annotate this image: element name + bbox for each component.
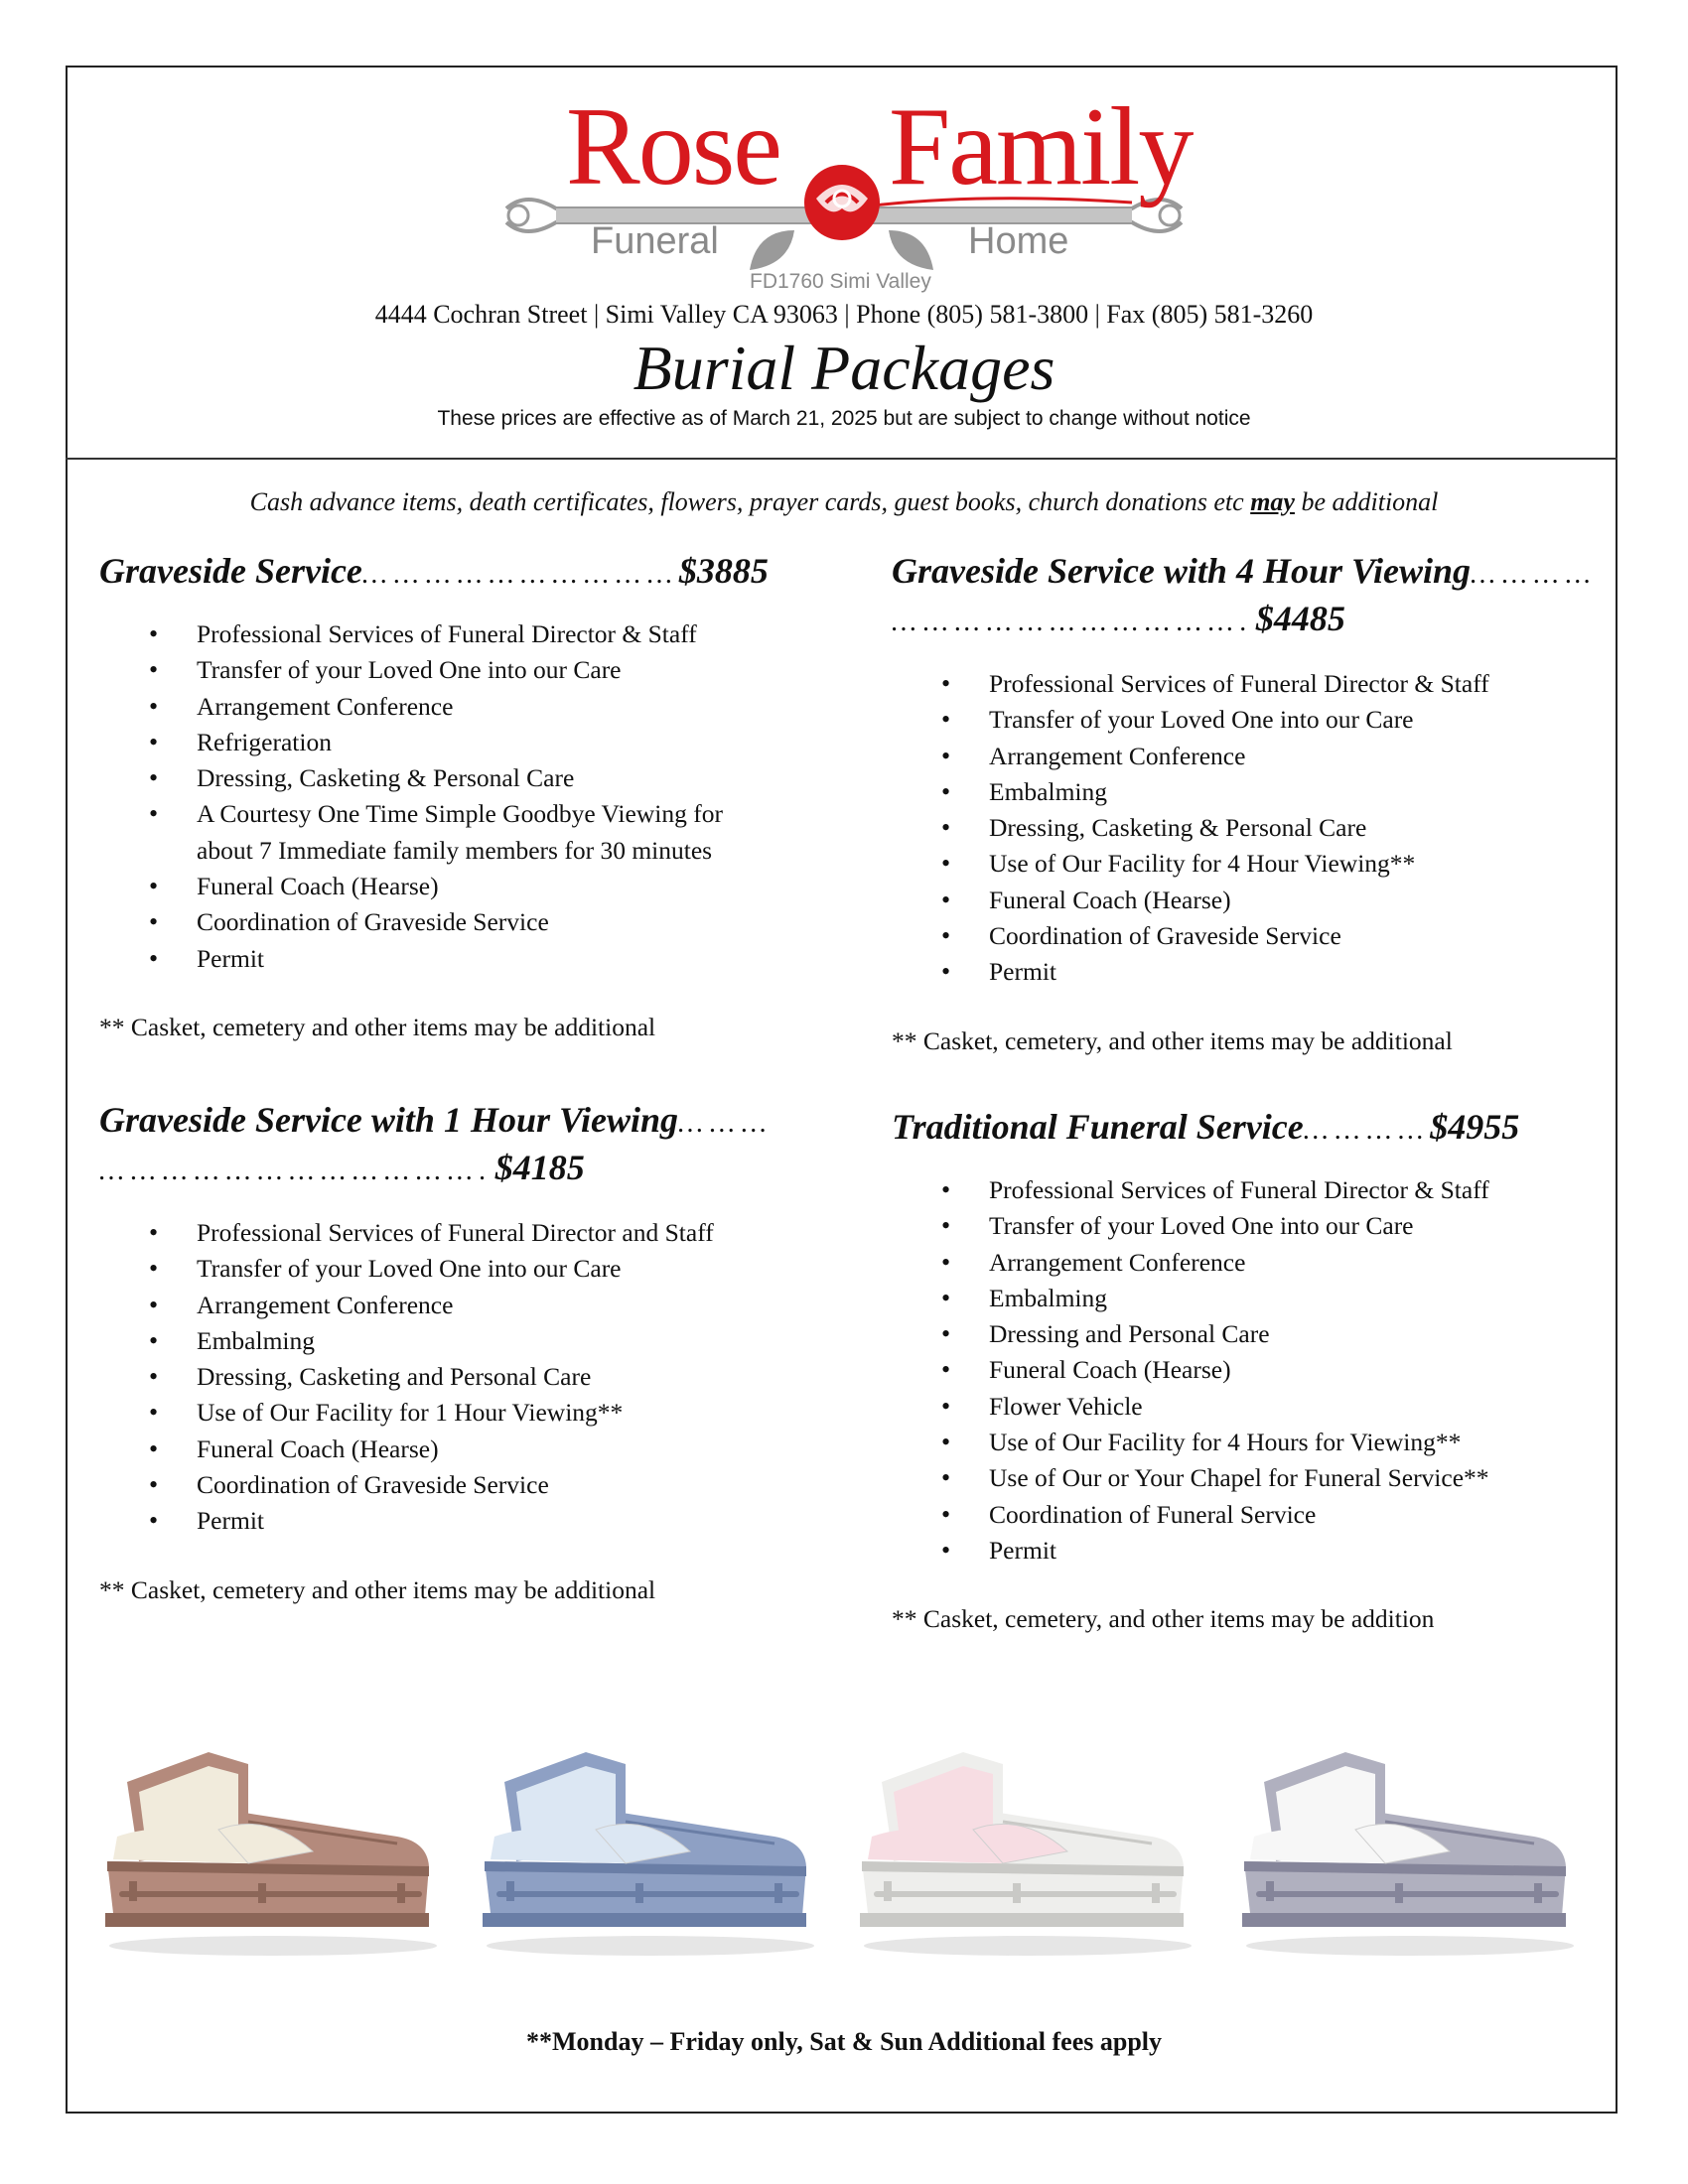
package-name: Traditional Funeral Service (892, 1107, 1304, 1147)
logo-name-left: Rose (566, 85, 780, 208)
list-item: • Refrigeration (197, 725, 794, 760)
casket-gallery (99, 1742, 1599, 1961)
list-item: • Use of Our Facility for 4 Hour Viewing** (989, 846, 1597, 882)
package-note: ** Casket, cemetery, and other items may be additional (892, 1025, 1453, 1055)
package-name: Graveside Service with 4 Hour Viewing (892, 551, 1472, 591)
list-item: • Coordination of Graveside Service (197, 1467, 804, 1503)
logo-sub-left: Funeral (591, 220, 719, 262)
package-title (892, 1105, 1597, 1153)
list-item: • Dressing, Casketing and Personal Care (197, 1359, 804, 1395)
package-price: $4485 (1255, 599, 1345, 638)
list-item: • Coordination of Graveside Service (989, 918, 1597, 954)
package-items (99, 616, 794, 977)
list-item: • Professional Services of Funeral Director & Staff (197, 616, 794, 652)
package-dots: … … … … (1303, 1115, 1431, 1146)
list-item: • Use of Our or Your Chapel for Funeral Service** (989, 1460, 1597, 1496)
package-note: ** Casket, cemetery and other items may be additional (99, 1574, 656, 1604)
list-item: • Arrangement Conference (197, 689, 794, 725)
list-item: • Coordination of Funeral Service (989, 1497, 1597, 1533)
list-item: • Professional Services of Funeral Director & Staff (989, 1172, 1597, 1208)
package-price: $3885 (678, 551, 769, 591)
package-traditional (892, 1105, 1597, 1634)
list-item: • Dressing and Personal Care (989, 1316, 1597, 1352)
package-items (892, 666, 1597, 991)
silver-casket-icon (1236, 1742, 1579, 1961)
package-dots: … … … … … … … … … … (361, 559, 679, 590)
logo-sub-right: Home (968, 220, 1069, 262)
list-item: • Arrangement Conference (989, 1245, 1597, 1281)
list-item: • Funeral Coach (Hearse) (197, 869, 794, 904)
list-item: • Dressing, Casketing & Personal Care (989, 810, 1597, 846)
list-item: • Funeral Coach (Hearse) (197, 1432, 804, 1467)
list-item: • Permit (989, 1533, 1597, 1569)
package-title (892, 549, 1597, 644)
header-divider (66, 458, 1618, 460)
white-casket-icon (854, 1742, 1196, 1961)
list-item: • Transfer of your Loved One into our Care (989, 1208, 1597, 1244)
list-item: • Embalming (197, 1323, 804, 1359)
list-item: • Permit (989, 954, 1597, 990)
package-items (99, 1215, 804, 1540)
package-title (99, 549, 794, 597)
package-items (892, 1172, 1597, 1569)
list-item: • Permit (197, 941, 794, 977)
list-item: • Flower Vehicle (989, 1389, 1597, 1425)
list-item: • Transfer of your Loved One into our Care (197, 1251, 804, 1287)
effective-notice: These prices are effective as of March 21, 2025 but are subject to change without notice (437, 407, 1251, 430)
logo (496, 85, 1193, 300)
package-name: Graveside Service (99, 551, 362, 591)
list-item: • Embalming (989, 1281, 1597, 1316)
list-item: • Use of Our Facility for 1 Hour Viewing** (197, 1395, 804, 1431)
list-item: • Professional Services of Funeral Director and Staff (197, 1215, 804, 1251)
list-item: • Use of Our Facility for 4 Hours for Viewing** (989, 1425, 1597, 1460)
package-graveside-4hr (892, 549, 1597, 1056)
package-title (99, 1098, 794, 1193)
package-graveside-1hr (99, 1098, 804, 1605)
list-item: • Transfer of your Loved One into our Care (197, 652, 794, 688)
footer-note: **Monday – Friday only, Sat & Sun Additional fees apply (525, 2027, 1163, 2056)
cash-advance-note (0, 487, 1688, 517)
list-item: • Permit (197, 1503, 804, 1539)
list-item: • Coordination of Graveside Service (197, 904, 794, 940)
list-item: • Arrangement Conference (197, 1288, 804, 1323)
package-dots: … … … … … … … … … … … … … … … . (99, 1108, 767, 1186)
package-price: $4185 (494, 1148, 585, 1187)
address-line: 4444 Cochran Street | Simi Valley CA 93063 | Phone (805) 581-3800 | Fax (805) 581-3260 (374, 300, 1314, 329)
page-title: Burial Packages (633, 333, 1055, 403)
list-item: • Arrangement Conference (989, 739, 1597, 774)
logo-name-right: Family (889, 85, 1193, 208)
package-dots: … … … … … … … … … … … … … … … . (892, 559, 1591, 637)
bronze-casket-icon (99, 1742, 442, 1961)
list-item: • Embalming (989, 774, 1597, 810)
list-item: • A Courtesy One Time Simple Goodbye Viewing for about 7 Immediate family members for 30 minutes (197, 796, 782, 869)
blue-casket-icon (477, 1742, 819, 1961)
list-item: • Dressing, Casketing & Personal Care (197, 760, 794, 796)
list-item: • Funeral Coach (Hearse) (989, 1352, 1597, 1388)
cash-note-before: Cash advance items, death certificates, flowers, prayer cards, guest books, church donations etc (249, 487, 1251, 516)
package-name: Graveside Service with 1 Hour Viewing (99, 1100, 679, 1140)
cash-note-emphasis: may (1250, 487, 1295, 516)
cash-note-after: be additional (1294, 487, 1439, 516)
logo-license: FD1760 Simi Valley (750, 270, 931, 293)
package-note: ** Casket, cemetery and other items may be additional (99, 1012, 656, 1041)
package-note: ** Casket, cemetery, and other items may be addition (892, 1604, 1435, 1634)
list-item: • Professional Services of Funeral Director & Staff (989, 666, 1597, 702)
list-item: • Funeral Coach (Hearse) (989, 883, 1597, 918)
package-graveside (99, 549, 794, 1042)
list-item: • Transfer of your Loved One into our Care (989, 702, 1597, 738)
package-price: $4955 (1430, 1107, 1520, 1147)
